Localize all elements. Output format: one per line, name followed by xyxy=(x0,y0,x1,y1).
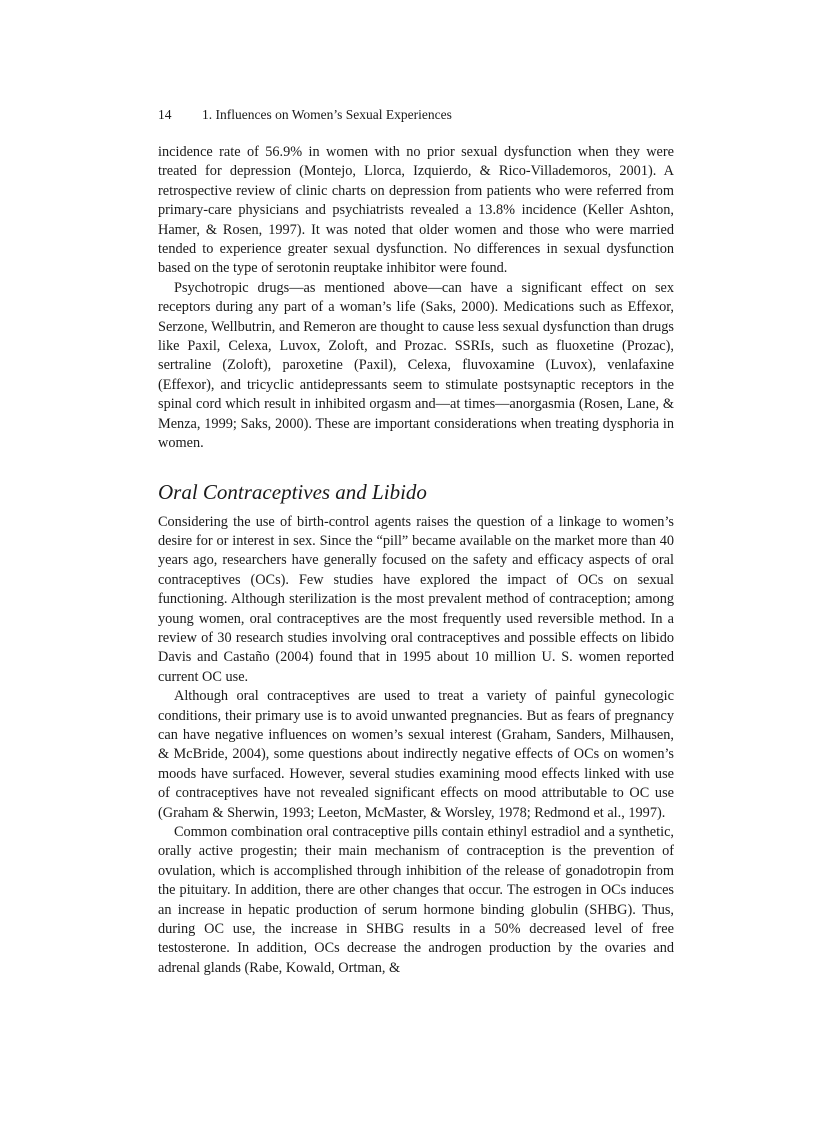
paragraph-continued: incidence rate of 56.9% in women with no prior sexual dysfunction when they were treated for depression (Montejo, Llorca, Izquierdo, & Rico-Villademoros, 2001). A retrospective review of clinic charts on depression from patients who were referred from primary-care physicians and psychiatrists revealed a 13.8% incidence (Keller Ashton, Hamer, & Rosen, 1997). It was noted that older women and those who were married tended to experience greater sexual dysfunction. No differences in sexual dysfunction based on the type of serotonin reuptake inhibitor were found. xyxy=(158,144,674,277)
page-number: 14 xyxy=(158,107,172,122)
section-heading: Oral Contraceptives and Libido xyxy=(158,479,427,504)
running-head xyxy=(158,106,452,124)
paragraph-combination-pills: Common combination oral contraceptive pills contain ethinyl estradiol and a synthetic, orally active progestin; their main mechanism of contraception is the prevention of ovulation, which is accomplished through inhibition of the release of gonadotropin from the pituitary. In addition, there are other changes that occur. The estrogen in OCs induces an increase in hepatic production of serum hormone binding globulin (SHBG). Thus, during OC use, the increase in SHBG results in a 50% decreased level of free testosterone. In addition, OCs decrease the androgen production by the ovaries and adrenal glands (Rabe, Kowald, Ortman, & xyxy=(158,824,674,976)
running-title: 1. Influences on Women’s Sexual Experiences xyxy=(202,107,452,122)
paragraph-psychotropic-drugs: Psychotropic drugs—as mentioned above—can have a significant effect on sex receptors during any part of a woman’s life (Saks, 2000). Medications such as Effexor, Serzone, Wellbutrin, and Remeron are thought to cause less sexual dysfunction than drugs like Paxil, Celexa, Luvox, Zoloft, and Prozac. SSRIs, such as fluoxetine (Prozac), sertraline (Zoloft), paroxetine (Paxil), Celexa, fluvoxamine (Luvox), venlafaxine (Effexor), and tricyclic antidepressants seem to stimulate postsynaptic receptors in the spinal cord which result in inhibited orgasm and—at times—anorgasmia (Rosen, Lane, & Menza, 1999; Saks, 2000). These are important considerations when treating dysphoria in women. xyxy=(158,279,674,452)
paragraph-birth-control: Considering the use of birth-control agents raises the question of a linkage to women’s desire for or interest in sex. Since the “pill” became available on the market more than 40 years ago, researchers have generally focused on the safety and efficacy aspects of oral contraceptives (OCs). Few studies have explored the impact of OCs on sexual functioning. Although sterilization is the most prevalent method of contraception; among young women, oral contraceptives are the most frequently used reversible method. In a review of 30 research studies involving oral contraceptives and possible effects on libido Davis and Castaño (2004) found that in 1995 about 10 million U. S. women reported current OC use. xyxy=(158,513,674,685)
body-text xyxy=(158,143,674,978)
paragraph-gynecologic-conditions: Although oral contraceptives are used to treat a variety of painful gynecologic conditions, their primary use is to avoid unwanted pregnancies. But as fears of pregnancy can have negative influences on women’s sexual interest (Graham, Sanders, Milhausen, & McBride, 2004), some questions about indirectly negative effects of OCs on women’s moods have surfaced. However, several studies examining mood effects linked with use of contraceptives have not revealed significant effects on mood attributable to OC use (Graham & Sherwin, 1993; Leeton, McMaster, & Worsley, 1978; Redmond et al., 1997). xyxy=(158,688,674,821)
